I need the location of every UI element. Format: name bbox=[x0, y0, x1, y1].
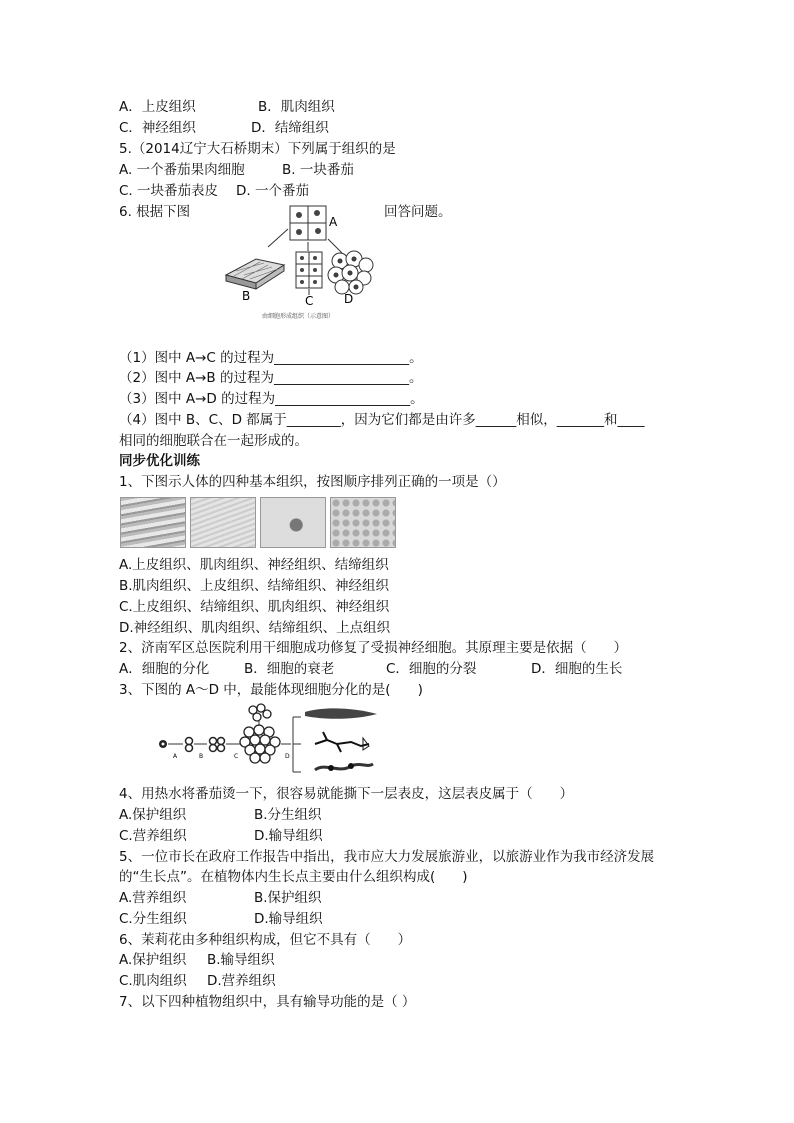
p6-stem: 6、茉莉花由多种组织构成，但它不具有（ ） bbox=[119, 932, 412, 948]
figure-label-b: B bbox=[242, 289, 251, 303]
p6-option-a: A.保护组织 bbox=[119, 952, 187, 968]
p6-option-b: B.输导组织 bbox=[207, 952, 275, 968]
tissue-photo-1 bbox=[120, 497, 186, 548]
p2-stem: 2、济南军区总医院利用干细胞成功修复了受损神经细胞。其原理主要是依据（ ） bbox=[119, 640, 628, 656]
p1-option-c: C.上皮组织、结缔组织、肌肉组织、神经组织 bbox=[119, 599, 390, 615]
p6-option-c: C.肌肉组织 bbox=[119, 973, 187, 989]
q6-stem-right: 回答问题。 bbox=[384, 204, 452, 220]
p7-stem: 7、以下四种植物组织中，具有输导功能的是（ ） bbox=[119, 994, 416, 1010]
q5-stem: 5.（2014辽宁大石桥期末）下列属于组织的是 bbox=[119, 141, 396, 157]
figure-tissue-b bbox=[226, 259, 284, 289]
p3-label-a: A bbox=[173, 753, 178, 760]
p4-option-c: C.营养组织 bbox=[119, 828, 187, 844]
figure-caption: 由细胞形成组织（示意图） bbox=[262, 313, 335, 320]
p4-option-b: B.分生组织 bbox=[254, 807, 322, 823]
q6-sub2: （2）图中 A→B 的过程为____________________。 bbox=[119, 370, 423, 386]
p5-stem: 5、一位市长在政府工作报告中指出，我市应大力发展旅游业，以旅游业作为我市经济发展 bbox=[119, 849, 655, 865]
q6-stem-left: 6. 根据下图 bbox=[119, 204, 191, 220]
figure-cell-group-a bbox=[290, 206, 326, 240]
p5-option-a: A.营养组织 bbox=[119, 890, 187, 906]
p5-stem-cont: 的“生长点”。在植物体内生长点主要由什么组织构成( ) bbox=[119, 869, 468, 885]
p6-option-d: D.营养组织 bbox=[207, 973, 276, 989]
q5-option-c: C. 一块番茄表皮 bbox=[119, 183, 219, 199]
p3-label-c: C bbox=[234, 753, 239, 760]
p1-option-b: B.肌肉组织、上皮组织、结缔组织、神经组织 bbox=[119, 578, 390, 594]
p1-option-a: A.上皮组织、肌肉组织、神经组织、结缔组织 bbox=[119, 557, 389, 573]
tissue-photo-4 bbox=[330, 497, 396, 548]
q6-sub4-cont: 相同的细胞联合在一起形成的。 bbox=[119, 433, 308, 449]
cell-tissue-figure bbox=[222, 203, 382, 323]
p1-option-d: D.神经组织、肌肉组织、结缔组织、上点组织 bbox=[119, 620, 391, 636]
p4-option-a: A.保护组织 bbox=[119, 807, 187, 823]
tissue-photo-3 bbox=[260, 497, 326, 548]
q6-sub4: （4）图中 B、C、D 都属于________，因为它们都是由许多______相似，_______和____ bbox=[119, 412, 645, 428]
q5-option-d: D. 一个番茄 bbox=[236, 183, 309, 199]
cell-differentiation-figure bbox=[155, 702, 380, 778]
p1-stem: 1、下图示人体的四种基本组织，按图顺序排列正确的一项是（） bbox=[119, 474, 506, 490]
p2-option-a: A．细胞的分化 bbox=[119, 661, 210, 677]
q4-option-a: A．上皮组织 bbox=[119, 99, 196, 115]
tissue-photo-2 bbox=[190, 497, 256, 548]
p4-stem: 4、用热水将番茄烫一下，很容易就能撕下一层表皮，这层表皮属于（ ） bbox=[119, 786, 574, 802]
q5-option-b: B. 一块番茄 bbox=[282, 162, 354, 178]
q5-option-a: A. 一个番茄果肉细胞 bbox=[119, 162, 245, 178]
p5-option-d: D.输导组织 bbox=[254, 911, 323, 927]
p3-label-b: B bbox=[199, 753, 204, 760]
p2-option-c: C．细胞的分裂 bbox=[386, 661, 477, 677]
q4-option-b: B．肌肉组织 bbox=[258, 99, 335, 115]
p4-option-d: D.输导组织 bbox=[254, 828, 323, 844]
p5-option-c: C.分生组织 bbox=[119, 911, 187, 927]
p2-option-d: D．细胞的生长 bbox=[531, 661, 623, 677]
figure-tissue-c bbox=[296, 252, 322, 288]
p3-label-d: D bbox=[285, 753, 290, 760]
q6-sub3: （3）图中 A→D 的过程为____________________。 bbox=[119, 391, 424, 407]
q6-sub1: （1）图中 A→C 的过程为____________________。 bbox=[119, 350, 423, 366]
q4-option-d: D．结缔组织 bbox=[251, 120, 329, 136]
p5-option-b: B.保护组织 bbox=[254, 890, 322, 906]
figure-label-a: A bbox=[329, 215, 338, 229]
p3-stem: 3、下图的 A～D 中，最能体现细胞分化的是( ) bbox=[119, 682, 423, 698]
figure-label-d: D bbox=[344, 292, 354, 306]
section-title: 同步优化训练 bbox=[119, 453, 200, 469]
p2-option-b: B．细胞的衰老 bbox=[244, 661, 335, 677]
figure-label-c: C bbox=[305, 294, 314, 308]
q4-option-c: C．神经组织 bbox=[119, 120, 196, 136]
figure-tissue-d bbox=[328, 251, 373, 294]
